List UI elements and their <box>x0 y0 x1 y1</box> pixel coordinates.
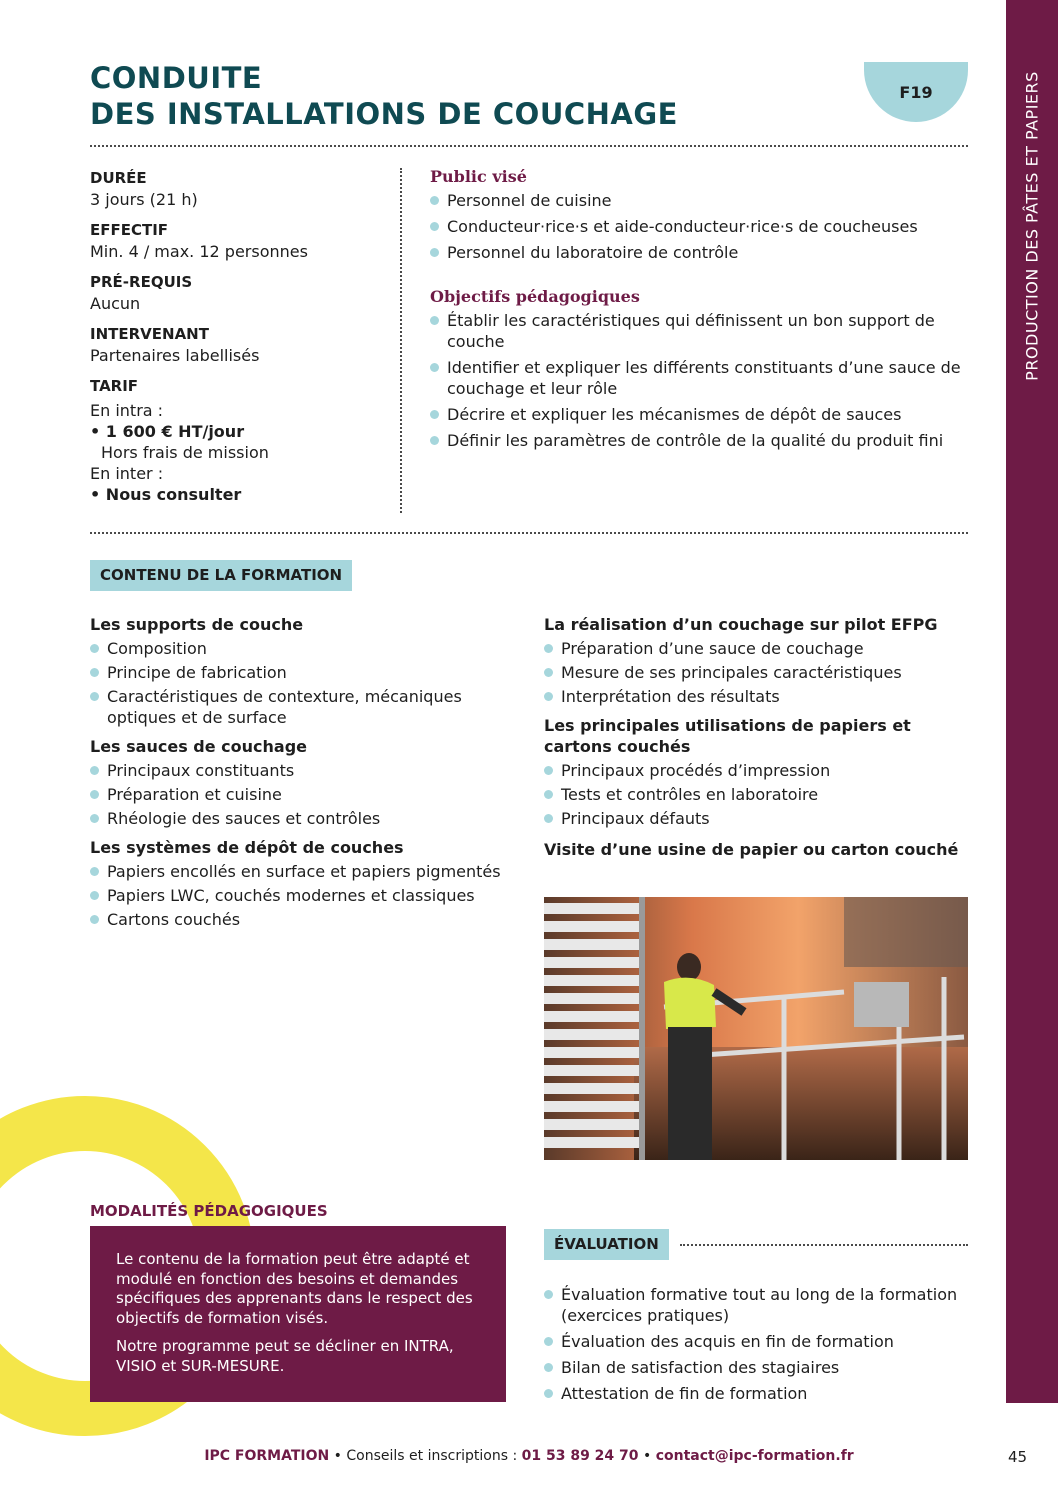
intervenant-value: Partenaires labellisés <box>90 346 260 365</box>
list-item: Tests et contrôles en laboratoire <box>544 784 964 805</box>
course-info <box>90 168 380 505</box>
list-item: Identifier et expliquer les différents constituants d’une sauce de couchage et leur rôle <box>430 357 975 399</box>
modalites-box <box>90 1226 506 1402</box>
bullet-icon <box>544 668 553 677</box>
group-heading: La réalisation d’un couchage sur pilot EFPG <box>544 615 938 634</box>
objectifs-heading: Objectifs pédagogiques <box>430 287 640 306</box>
bullet-icon <box>430 196 439 205</box>
list-item: Principaux constituants <box>90 760 510 781</box>
group-heading: Les systèmes de dépôt de couches <box>90 838 404 857</box>
evaluation-tag: ÉVALUATION <box>544 1229 669 1260</box>
bullet-icon <box>544 766 553 775</box>
page-number: 45 <box>1008 1448 1028 1466</box>
bullet-icon <box>90 692 99 701</box>
list-item: Interprétation des résultats <box>544 686 964 707</box>
divider-vertical <box>400 168 402 513</box>
page-title <box>90 60 678 132</box>
prerequis-label: PRÉ-REQUIS <box>90 273 193 291</box>
contenu-group <box>90 837 510 930</box>
contenu-right-column <box>544 614 964 863</box>
effectif-label: EFFECTIF <box>90 221 169 239</box>
contenu-tag: CONTENU DE LA FORMATION <box>90 560 352 591</box>
list-item: Mesure de ses principales caractéristiques <box>544 662 964 683</box>
bullet-icon <box>544 644 553 653</box>
tarif-line: En inter : <box>90 464 164 483</box>
bullet-icon <box>544 692 553 701</box>
group-heading: Les sauces de couchage <box>90 737 307 756</box>
list-item: Personnel du laboratoire de contrôle <box>430 242 975 263</box>
bullet-icon <box>430 316 439 325</box>
bullet-icon <box>430 410 439 419</box>
contenu-group <box>544 715 964 829</box>
tarif-label: TARIF <box>90 377 139 395</box>
list-item: Cartons couchés <box>90 909 510 930</box>
duree-value: 3 jours (21 h) <box>90 190 198 209</box>
divider-top <box>90 145 968 147</box>
footer-email[interactable]: contact@ipc-formation.fr <box>655 1448 854 1464</box>
bullet-icon <box>430 222 439 231</box>
contenu-left-column <box>90 614 510 938</box>
bullet-icon <box>90 814 99 823</box>
bullet-icon <box>430 436 439 445</box>
title-line-1: CONDUITE <box>90 61 263 95</box>
modalites-paragraph-1: Le contenu de la formation peut être adapté et modulé en fonction des besoins et demandes spécifiques des apprenants dans le respect des objectifs de formation visés. <box>116 1250 473 1327</box>
contenu-group <box>90 614 510 728</box>
list-item: Attestation de fin de formation <box>544 1383 964 1404</box>
list-item: Rhéologie des sauces et contrôles <box>90 808 510 829</box>
contenu-group <box>544 614 964 707</box>
list-item: Principe de fabrication <box>90 662 510 683</box>
bullet-icon <box>544 1389 553 1398</box>
list-item: Préparation et cuisine <box>90 784 510 805</box>
objectifs-section <box>430 287 975 456</box>
course-code-badge: F19 <box>864 62 968 122</box>
footer: IPC FORMATION • Conseils et inscriptions : 01 53 89 24 70 • contact@ipc-formation.fr <box>204 1448 854 1464</box>
effectif-value: Min. 4 / max. 12 personnes <box>90 242 308 261</box>
prerequis-value: Aucun <box>90 294 141 313</box>
list-item: Papiers LWC, couchés modernes et classiques <box>90 885 510 906</box>
list-item: Préparation d’une sauce de couchage <box>544 638 964 659</box>
public-section <box>430 167 975 268</box>
bullet-icon <box>544 1290 553 1299</box>
evaluation-list <box>544 1284 964 1409</box>
bullet-icon <box>90 891 99 900</box>
factory-photo <box>544 897 968 1160</box>
tarif-line: • 1 600 € HT/jour <box>90 422 245 441</box>
bullet-icon <box>90 644 99 653</box>
list-item: Caractéristiques de contexture, mécaniques optiques et de surface <box>90 686 510 728</box>
bullet-icon <box>90 668 99 677</box>
public-heading: Public visé <box>430 167 527 186</box>
list-item: Personnel de cuisine <box>430 190 975 211</box>
bullet-icon <box>430 248 439 257</box>
modalites-paragraph-2: Notre programme peut se décliner en INTRA, VISIO et SUR-MESURE. <box>116 1337 454 1375</box>
bullet-icon <box>90 915 99 924</box>
bullet-icon <box>430 363 439 372</box>
tarif-line: Hors frais de mission <box>101 443 269 462</box>
list-item: Évaluation des acquis en fin de formation <box>544 1331 964 1352</box>
group-heading: Les supports de couche <box>90 615 304 634</box>
section-sidebar <box>1006 0 1058 1403</box>
list-item: Principaux procédés d’impression <box>544 760 964 781</box>
list-item: Décrire et expliquer les mécanismes de dépôt de sauces <box>430 404 975 425</box>
duree-label: DURÉE <box>90 169 147 187</box>
divider-middle <box>90 532 968 534</box>
list-item: Papiers encollés en surface et papiers pigmentés <box>90 861 510 882</box>
list-item: Bilan de satisfaction des stagiaires <box>544 1357 964 1378</box>
tarif-line: En intra : <box>90 401 164 420</box>
bullet-icon <box>544 1363 553 1372</box>
group-heading: Les principales utilisations de papiers et cartons couchés <box>544 716 911 756</box>
sidebar-section-label: PRODUCTION DES PÂTES ET PAPIERS <box>1022 71 1042 381</box>
bullet-icon <box>544 814 553 823</box>
footer-brand: IPC FORMATION <box>204 1448 330 1464</box>
list-item: Conducteur·rice·s et aide-conducteur·rice·s de coucheuses <box>430 216 975 237</box>
bullet-icon <box>544 1337 553 1346</box>
title-line-2: DES INSTALLATIONS DE COUCHAGE <box>90 97 678 131</box>
list-item: Évaluation formative tout au long de la formation (exercices pratiques) <box>544 1284 964 1326</box>
bullet-icon <box>544 790 553 799</box>
modalites-heading: MODALITÉS PÉDAGOGIQUES <box>90 1202 328 1220</box>
bullet-icon <box>90 766 99 775</box>
list-item: Composition <box>90 638 510 659</box>
list-item: Principaux défauts <box>544 808 964 829</box>
tarif-line: • Nous consulter <box>90 485 242 504</box>
visite-heading: Visite d’une usine de papier ou carton couché <box>544 840 959 859</box>
list-item: Établir les caractéristiques qui définissent un bon support de couche <box>430 310 975 352</box>
footer-phone[interactable]: 01 53 89 24 70 <box>521 1448 639 1464</box>
intervenant-label: INTERVENANT <box>90 325 209 343</box>
bullet-icon <box>90 867 99 876</box>
divider-evaluation <box>680 1244 968 1246</box>
list-item: Définir les paramètres de contrôle de la qualité du produit fini <box>430 430 975 451</box>
bullet-icon <box>90 790 99 799</box>
contenu-group <box>90 736 510 829</box>
factory-photo-illustration <box>544 897 968 1160</box>
